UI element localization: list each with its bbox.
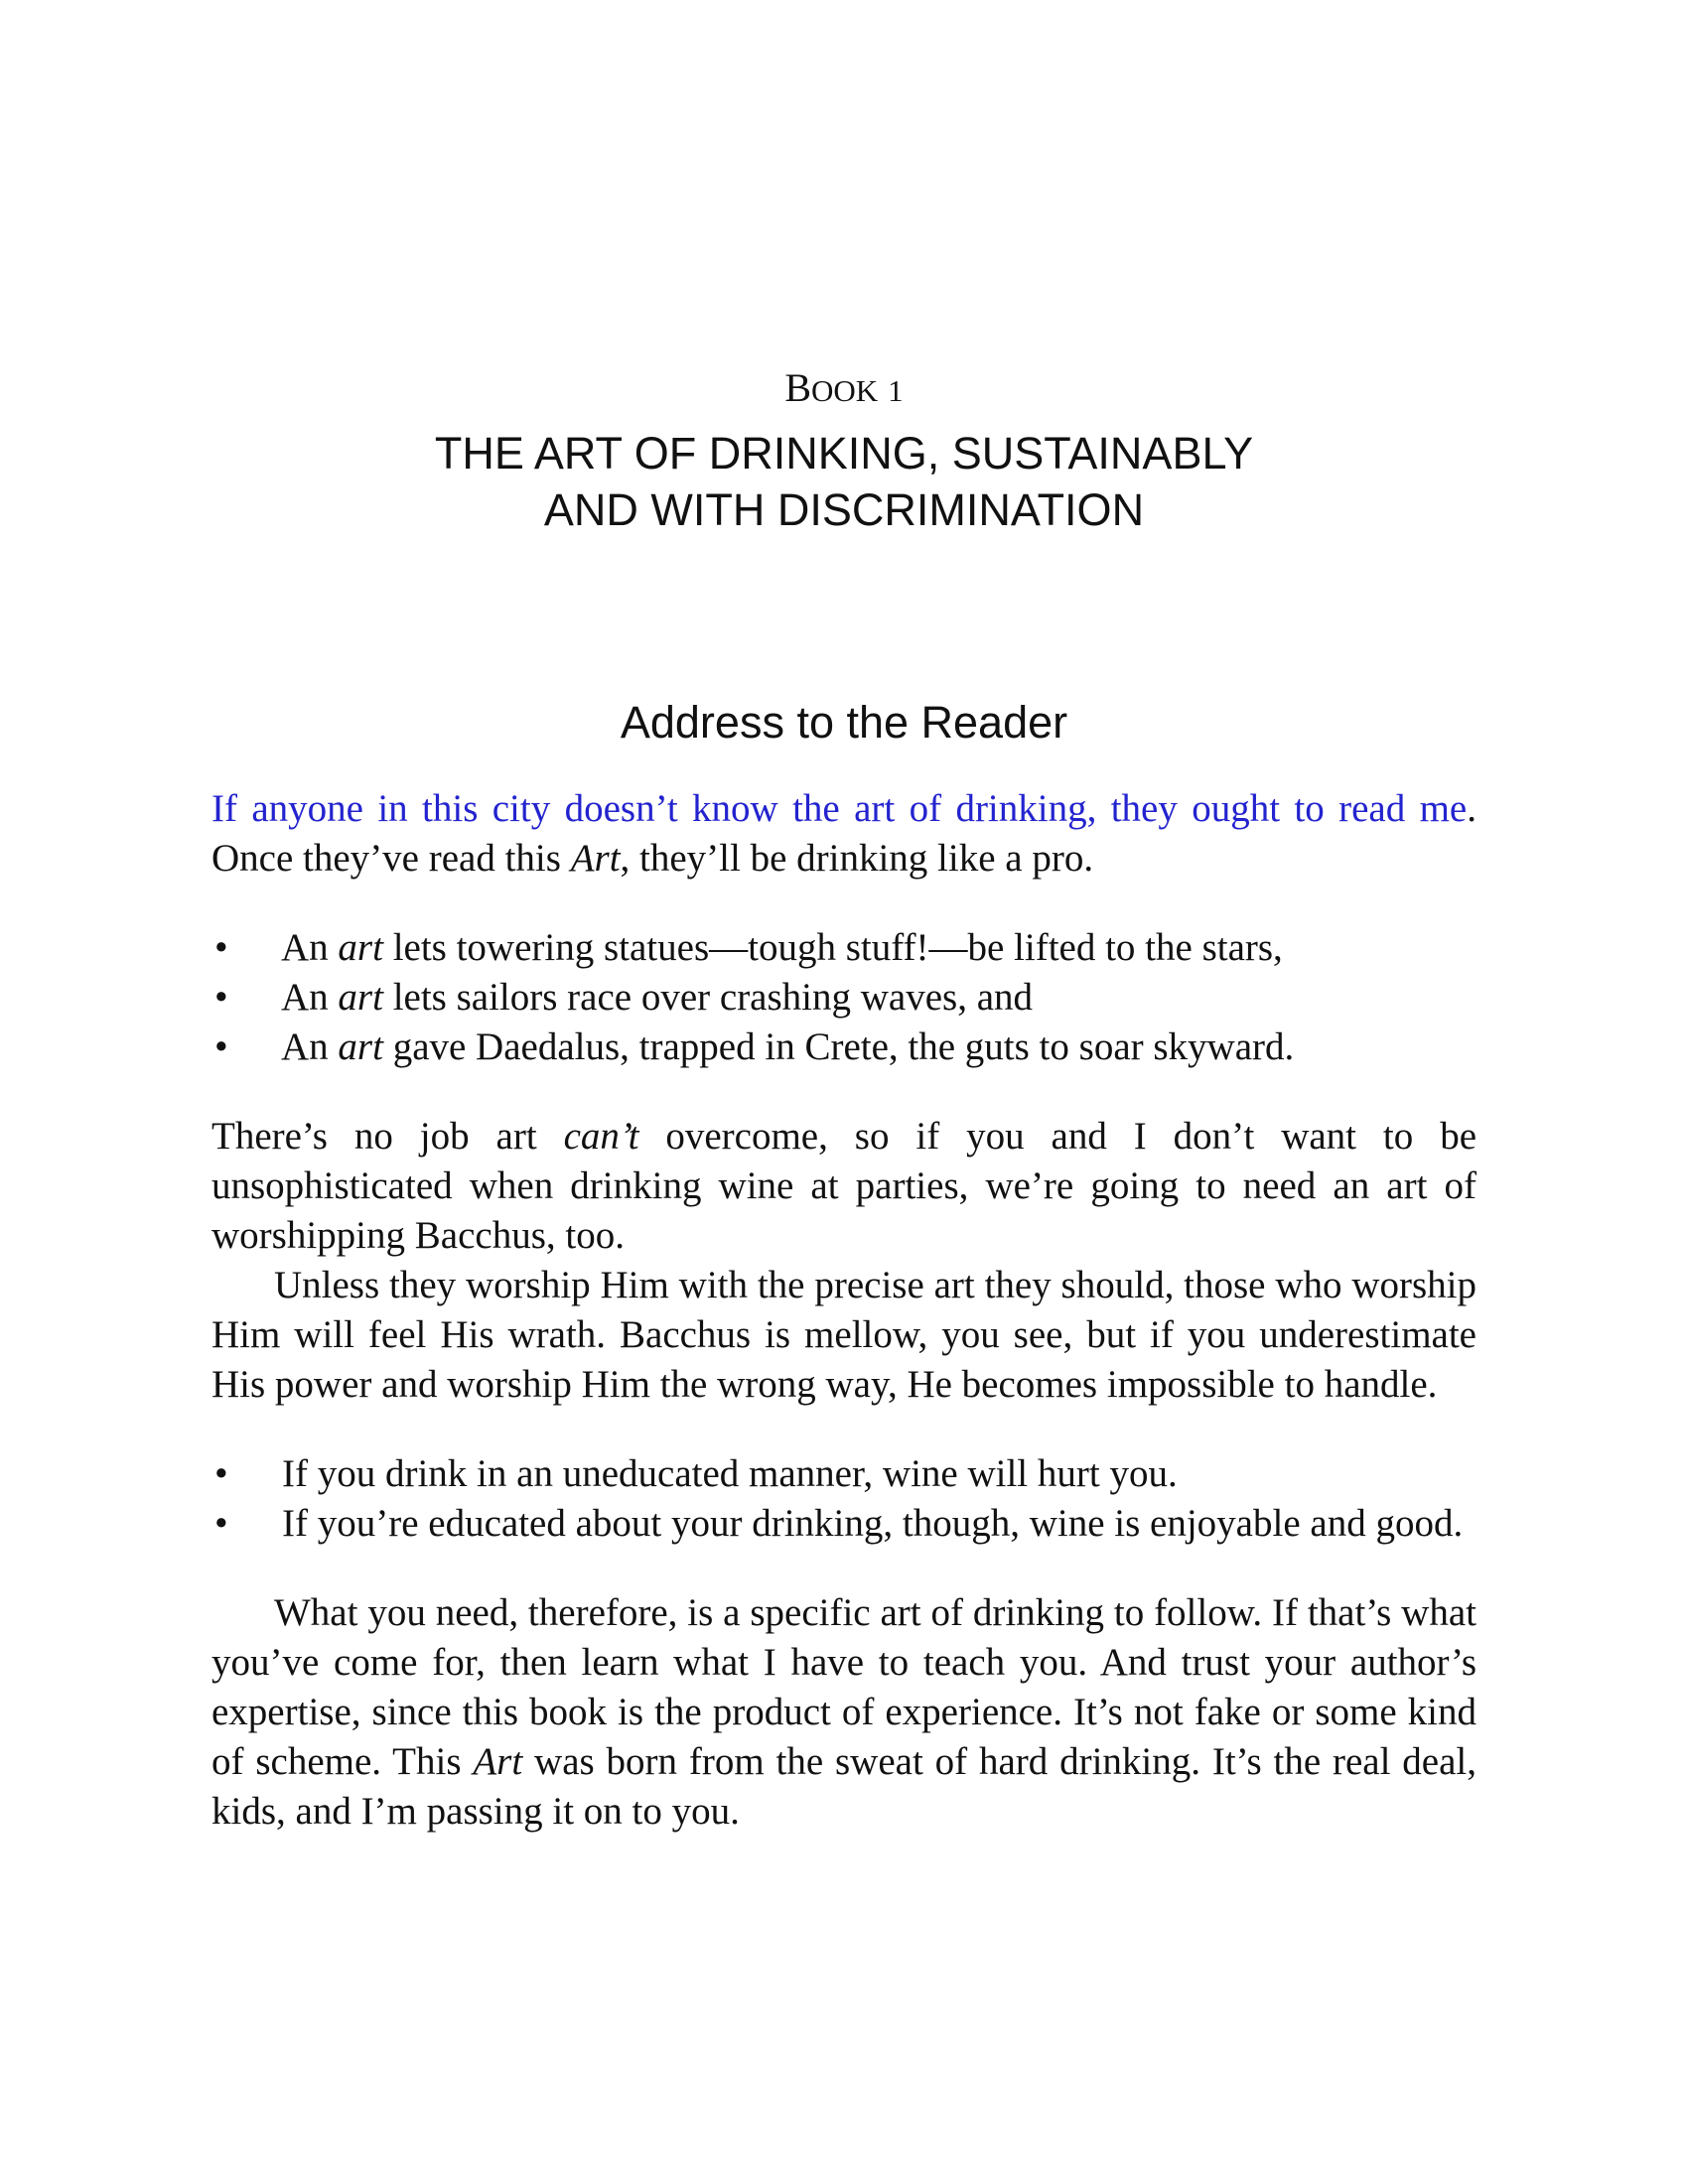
- list-item: • An art lets sailors race over crashing waves, and: [211, 973, 1477, 1023]
- paragraph-art-overcome: There’s no job art can’t overcome, so if you and I don’t want to be unsophisticated when drinking wine at parties, we’re going to need an art of worshipping Bacchus, too.: [211, 1115, 1477, 1257]
- bullet-icon: •: [214, 1452, 228, 1495]
- bullet-icon: •: [214, 926, 228, 969]
- list-item: • If you’re educated about your drinking, though, wine is enjoyable and good.: [211, 1499, 1477, 1549]
- drinking-list: [211, 1449, 1477, 1549]
- intro-paragraph: [211, 784, 1477, 884]
- bullet-icon: •: [214, 976, 228, 1019]
- intro-highlight: If anyone in this city doesn’t know the art of drinking, they ought to read me: [211, 787, 1468, 830]
- book-label: [211, 363, 1477, 416]
- list-item: • An art gave Daedalus, trapped in Crete, the guts to soar skyward.: [211, 1023, 1477, 1072]
- bullet-icon: •: [214, 1025, 228, 1068]
- book-label-rest: OOK: [811, 373, 879, 408]
- bullet-icon: •: [214, 1502, 228, 1545]
- paragraph-worship: Unless they worship Him with the precise art they should, those who worship Him will feel His wrath. Bacchus is mellow, you see, but if you underestimate His power and worship Him the wrong way, He becomes impossible to handle.: [211, 1264, 1477, 1406]
- section-title: Address to the Reader: [620, 697, 1068, 748]
- book-title-line-2: AND WITH DISCRIMINATION: [543, 484, 1145, 535]
- book-number: 1: [888, 373, 904, 408]
- intro-italic-art: Art: [570, 837, 621, 880]
- book-title-line-1: THE ART OF DRINKING, SUSTAINABLY: [434, 428, 1254, 478]
- list-item: • If you drink in an uneducated manner, wine will hurt you.: [211, 1449, 1477, 1499]
- book-label-initial: B: [784, 365, 811, 410]
- intro-rest-b: , they’ll be drinking like a pro.: [620, 837, 1094, 880]
- paragraph-closing: What you need, therefore, is a specific art of drinking to follow. If that’s what you’ve come for, then learn what I have to teach you. And trust your author’s expertise, since this book is the product of experience. It’s not fake or some kind of scheme. This Art was born from the sweat of hard drinking. It’s the real deal, kids, and I’m passing it on to you.: [211, 1591, 1477, 1833]
- intro-rest-a: . Once they’ve read this: [211, 787, 1477, 880]
- body-text: [211, 784, 1477, 1837]
- book-title: [211, 425, 1477, 538]
- art-list: [211, 923, 1477, 1072]
- list-item: • An art lets towering statues—tough stuff!—be lifted to the stars,: [211, 923, 1477, 973]
